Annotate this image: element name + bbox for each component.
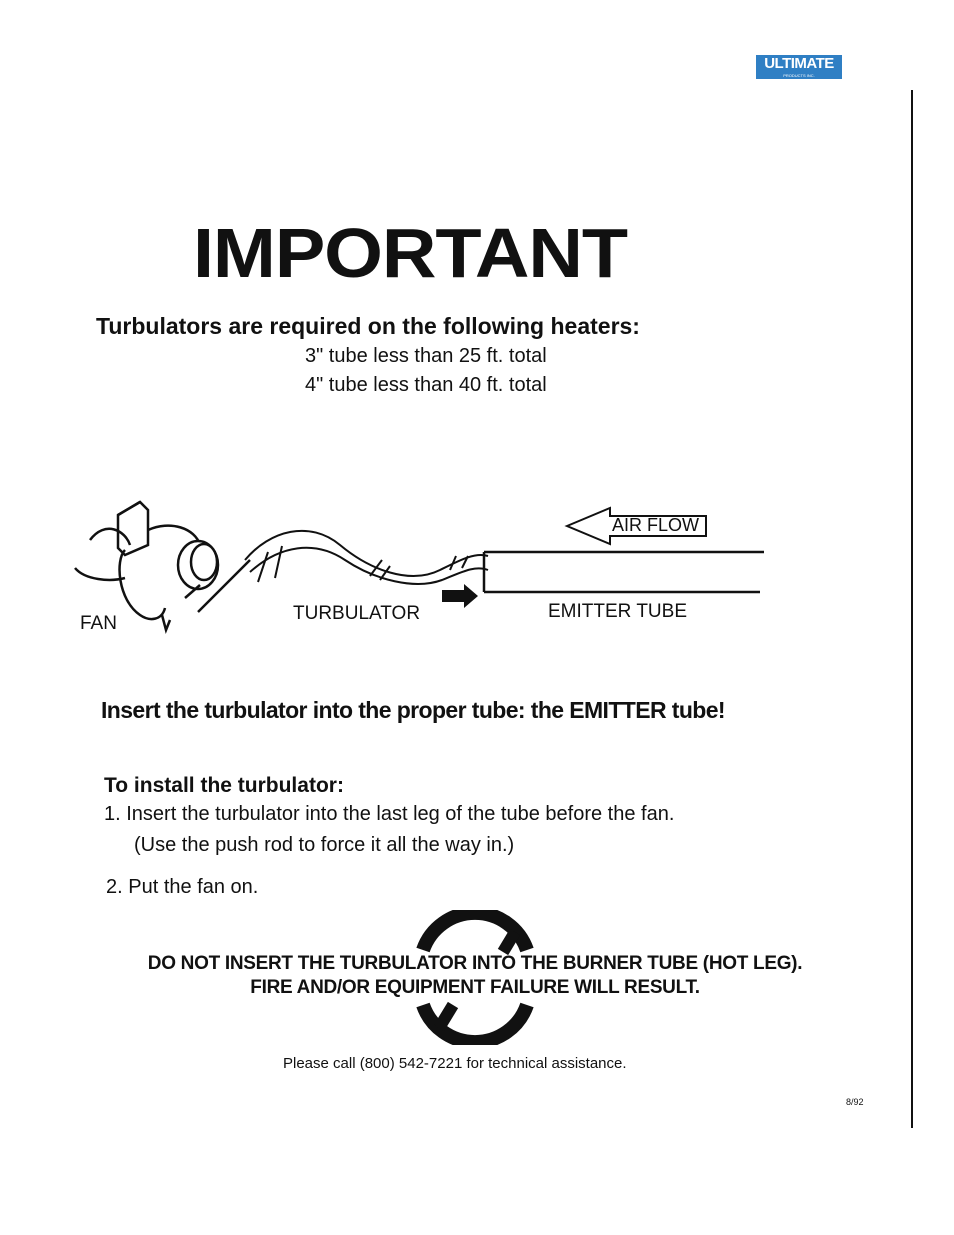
date-code: 8/92 — [846, 1097, 864, 1107]
page-edge-rule — [911, 90, 913, 1128]
spec-3-inch: 3" tube less than 25 ft. total — [305, 345, 547, 367]
warning-line-1: DO NOT INSERT THE TURBULATOR INTO THE BURNER TUBE (HOT LEG). — [147, 953, 803, 974]
turbulator-label: TURBULATOR — [293, 603, 421, 624]
page-title: IMPORTANT — [193, 214, 628, 292]
turbulator-twist — [245, 531, 488, 584]
requirement-heading: Turbulators are required on the following heaters: — [96, 313, 640, 339]
logo-subtext: PRODUCTS INC. — [783, 73, 815, 78]
contact-line: Please call (800) 542-7221 for technical assistance. — [283, 1055, 627, 1072]
air-flow-label: AIR FLOW — [612, 515, 700, 535]
install-step-1: 1. Insert the turbulator into the last leg of the tube before the fan. — [104, 803, 675, 825]
fan-label: FAN — [80, 613, 117, 634]
warning-line-2: FIRE AND/OR EQUIPMENT FAILURE WILL RESULT. — [250, 977, 700, 998]
insert-arrow-icon — [442, 584, 478, 608]
install-heading: To install the turbulator: — [104, 774, 344, 797]
emitter-tube-label: EMITTER TUBE — [548, 601, 687, 622]
logo-text: ULTIMATE — [764, 55, 834, 72]
install-step-1-note: (Use the push rod to force it all the way in.) — [134, 834, 515, 856]
warning-message — [60, 952, 890, 1000]
fan-illustration — [75, 502, 218, 630]
install-step-2: 2. Put the fan on. — [106, 876, 259, 898]
spec-4-inch: 4" tube less than 40 ft. total — [305, 374, 547, 396]
ultimate-logo — [756, 55, 842, 79]
emitter-tube — [484, 552, 764, 592]
insert-instruction: Insert the turbulator into the proper tube: the EMITTER tube! — [101, 697, 725, 723]
